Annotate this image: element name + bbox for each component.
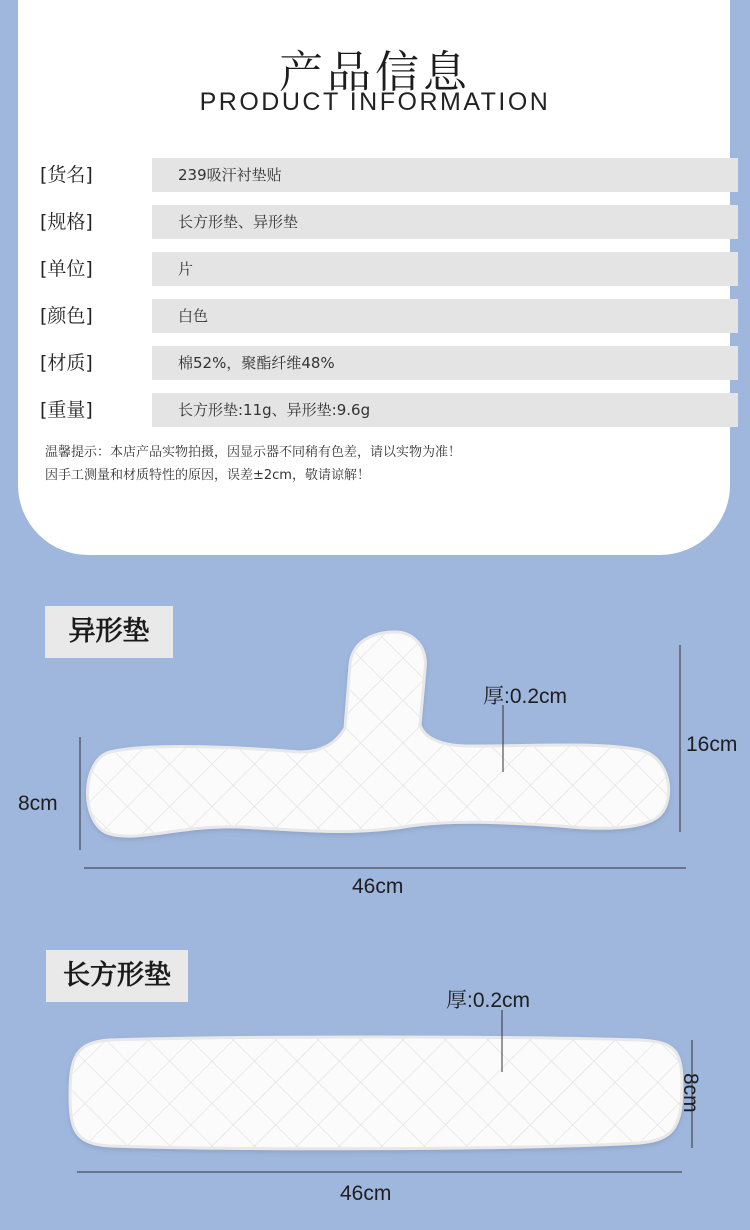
info-label: [重量] (40, 399, 93, 421)
shaped-pad-length: 46cm (352, 875, 404, 898)
info-value: 239吸汗衬垫贴 (152, 158, 738, 192)
shaped-pad-height: 16cm (686, 733, 738, 756)
notice-line-2: 因手工测量和材质特性的原因，误差±2cm，敬请谅解！ (45, 468, 370, 483)
info-label: [材质] (40, 352, 93, 374)
rect-pad-image (70, 1037, 682, 1149)
shaped-pad-image (88, 632, 669, 836)
info-value: 片 (152, 252, 738, 286)
info-label: [单位] (40, 258, 93, 280)
info-label: [颜色] (40, 305, 93, 327)
rect-pad-tag: 长方形垫 (46, 950, 188, 1002)
info-value: 长方形垫、异形垫 (152, 205, 738, 239)
rect-pad-width: 8cm (679, 1073, 702, 1113)
notice-line-1: 温馨提示：本店产品实物拍摄，因显示器不同稍有色差，请以实物为准！ (45, 445, 462, 460)
info-label: [货名] (40, 164, 93, 186)
shaped-pad-thickness: 厚:0.2cm (483, 685, 568, 708)
rect-pad-thickness: 厚:0.2cm (446, 989, 531, 1012)
rect-pad-length: 46cm (340, 1182, 392, 1205)
info-value: 棉52%，聚酯纤维48% (152, 346, 738, 380)
page-title: 产品信息 (279, 47, 471, 98)
info-value: 长方形垫:11g、异形垫:9.6g (152, 393, 738, 427)
info-value: 白色 (152, 299, 738, 333)
page-subtitle: PRODUCT INFORMATION (199, 88, 551, 116)
shaped-pad-tag: 异形垫 (45, 606, 173, 658)
info-label: [规格] (40, 211, 93, 233)
shaped-pad-width: 8cm (18, 792, 58, 815)
